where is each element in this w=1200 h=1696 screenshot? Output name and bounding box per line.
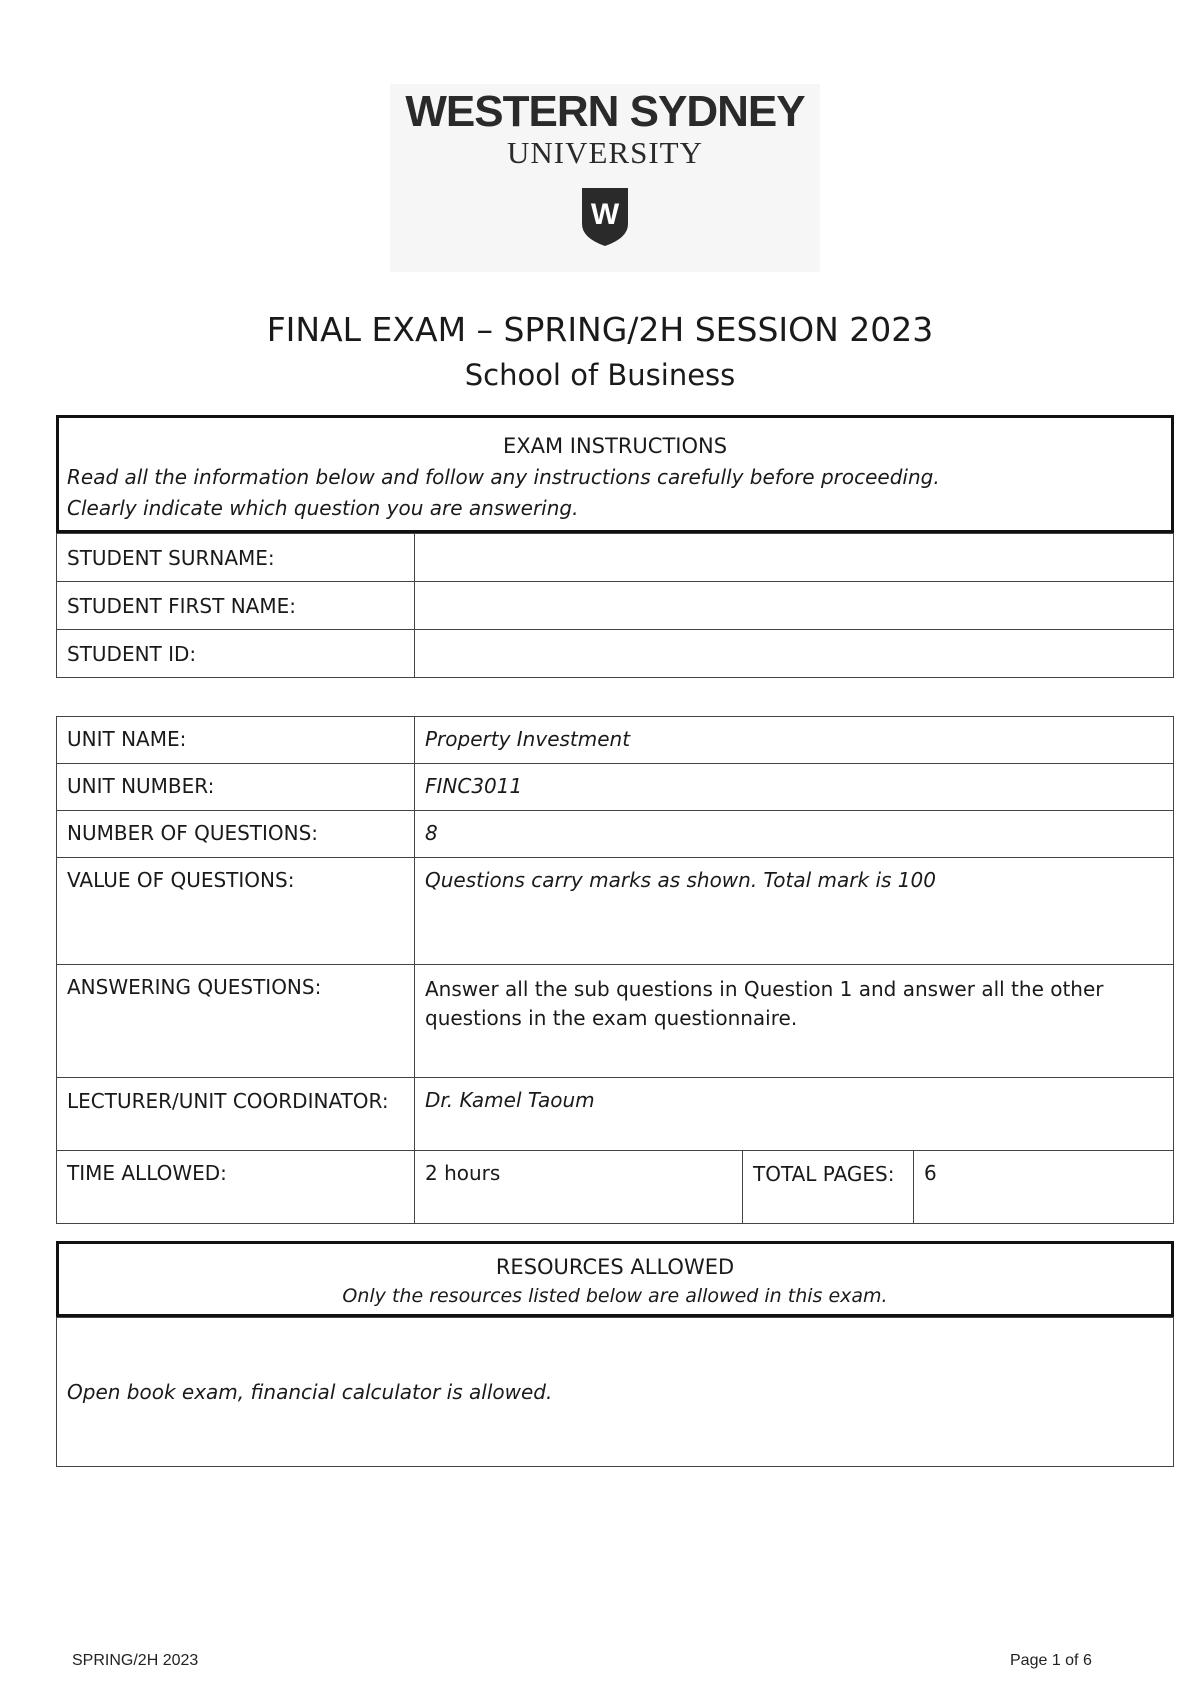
table-row xyxy=(57,811,1174,858)
student-details-table xyxy=(56,533,1174,678)
total-pages-label: TOTAL PAGES: xyxy=(743,1151,914,1224)
instructions-line-1: Read all the information below and follow any instructions carefully before proceeding. xyxy=(67,465,940,489)
table-row xyxy=(57,1318,1174,1467)
lecturer-label: LECTURER/UNIT COORDINATOR: xyxy=(57,1078,415,1151)
resources-table xyxy=(56,1317,1174,1467)
shield-letter: W xyxy=(590,198,620,232)
exam-instructions-box xyxy=(56,415,1174,533)
footer-session: SPRING/2H 2023 xyxy=(72,1652,199,1669)
time-allowed-label: TIME ALLOWED: xyxy=(57,1151,415,1224)
time-allowed-value: 2 hours xyxy=(415,1151,743,1224)
table-row xyxy=(57,764,1174,811)
total-pages-value: 6 xyxy=(914,1151,1174,1224)
unit-name-label: UNIT NAME: xyxy=(57,717,415,764)
resources-allowed-box xyxy=(56,1241,1174,1317)
unit-name-value: Property Investment xyxy=(415,717,1174,764)
resources-body: Open book exam, financial calculator is allowed. xyxy=(57,1318,1174,1467)
table-row xyxy=(57,630,1174,678)
table-row xyxy=(57,1078,1174,1151)
school-name: School of Business xyxy=(464,358,736,392)
instructions-heading: EXAM INSTRUCTIONS xyxy=(502,434,728,458)
surname-field[interactable] xyxy=(415,534,1174,582)
table-row xyxy=(57,582,1174,630)
table-row xyxy=(57,1151,1174,1224)
student-id-field[interactable] xyxy=(415,630,1174,678)
question-value-label: VALUE OF QUESTIONS: xyxy=(57,858,415,965)
unit-details-table xyxy=(56,716,1174,1224)
unit-number-label: UNIT NUMBER: xyxy=(57,764,415,811)
logo-name: WESTERN SYDNEY xyxy=(405,87,805,136)
question-value-value: Questions carry marks as shown. Total mark is 100 xyxy=(415,858,1174,965)
shield-icon xyxy=(390,186,820,252)
questions-count-value: 8 xyxy=(415,811,1174,858)
unit-number-value: FINC3011 xyxy=(415,764,1174,811)
instructions-line-2: Clearly indicate which question you are answering. xyxy=(67,496,579,520)
logo-subtitle: UNIVERSITY xyxy=(507,135,703,170)
table-row xyxy=(57,858,1174,965)
first-name-field[interactable] xyxy=(415,582,1174,630)
lecturer-value: Dr. Kamel Taoum xyxy=(415,1078,1174,1151)
table-row xyxy=(57,965,1174,1078)
first-name-label: STUDENT FIRST NAME: xyxy=(57,582,415,630)
questions-count-label: NUMBER OF QUESTIONS: xyxy=(57,811,415,858)
student-id-label: STUDENT ID: xyxy=(57,630,415,678)
answering-label: ANSWERING QUESTIONS: xyxy=(57,965,415,1078)
resources-subheading: Only the resources listed below are allowed in this exam. xyxy=(342,1285,888,1307)
answering-value: Answer all the sub questions in Question 1 and answer all the other questions in the exam questionnaire. xyxy=(415,965,1174,1078)
footer-page-number: Page 1 of 6 xyxy=(1010,1652,1092,1669)
surname-label: STUDENT SURNAME: xyxy=(57,534,415,582)
university-logo xyxy=(390,84,820,272)
table-row xyxy=(57,717,1174,764)
exam-title: FINAL EXAM – SPRING/2H SESSION 2023 xyxy=(266,310,934,349)
resources-heading: RESOURCES ALLOWED xyxy=(495,1255,735,1279)
table-row xyxy=(57,534,1174,582)
